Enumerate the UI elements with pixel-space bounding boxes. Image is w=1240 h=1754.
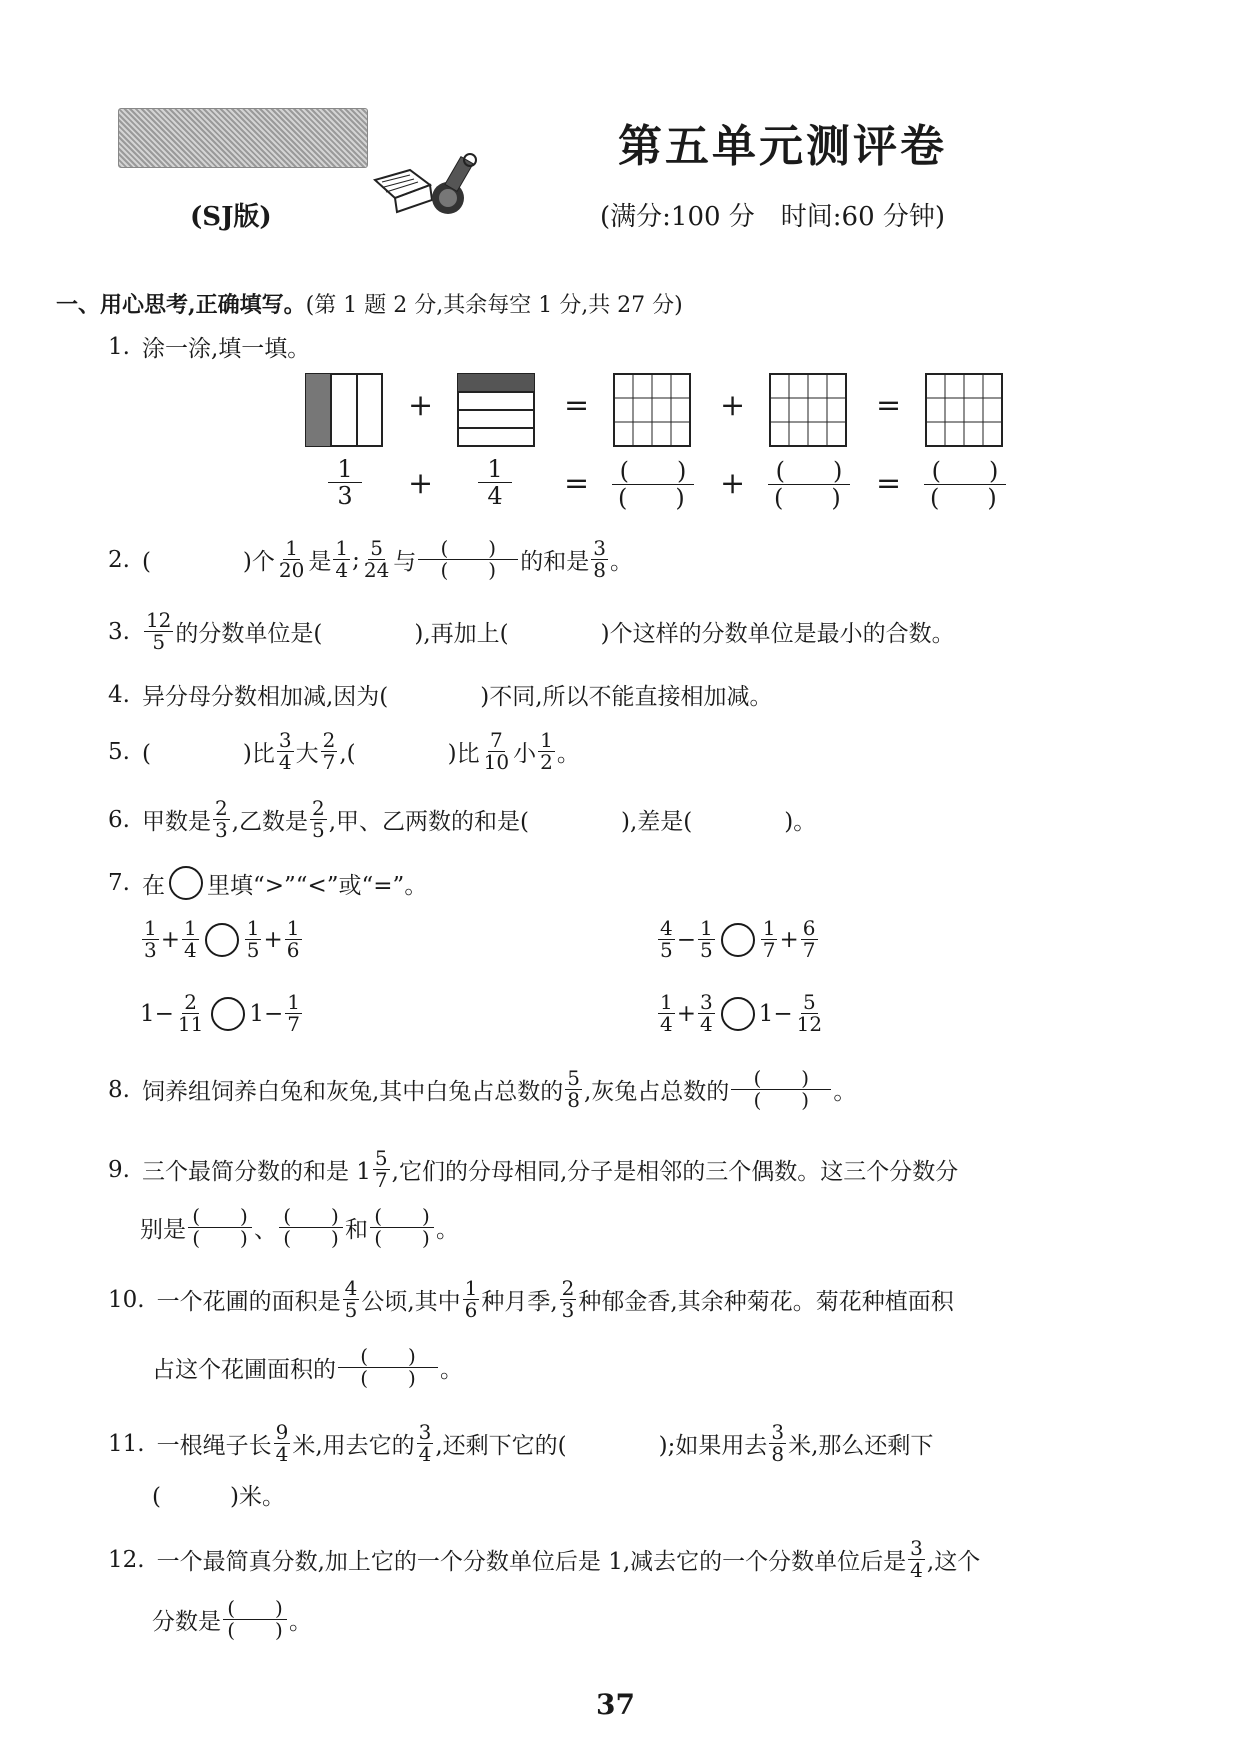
comparison-c [140,992,304,1035]
question-11 [108,1422,933,1465]
equals-sign: = [564,466,590,501]
question-text: 种月季, [481,1289,558,1315]
fraction [176,992,205,1035]
comparison-a [140,918,304,961]
denominator-blank: ( ) [440,558,497,582]
question-1 [108,330,310,363]
denominator: 7 [322,750,336,774]
denominator: 4 [335,558,349,582]
question-9-continued [140,1206,459,1249]
fraction [362,538,391,581]
answer-blank-fraction[interactable] [731,1068,831,1111]
denominator: 3 [214,818,228,842]
numerator: 2 [561,1276,575,1300]
plus-sign: + [720,466,746,501]
answer-blank-fraction[interactable] [418,538,518,581]
question-number: 4. [108,681,130,708]
question-number: 7. [108,870,130,896]
denominator: 5 [344,1298,358,1322]
denominator: 7 [374,1168,388,1192]
numerator: 1 [540,728,553,752]
numerator: 3 [593,536,607,560]
denominator: 4 [184,938,197,962]
question-text: 饲养组饲养白兔和灰兔,其中白兔占总数的 [141,1079,564,1105]
fraction [908,1538,925,1581]
question-text: ,还剩下它的( );如果用去 [435,1433,768,1459]
question-text: ,灰兔占总数的 [584,1079,730,1105]
numerator: 1 [144,916,157,940]
question-text: ,它们的分母相同,分子是相邻的三个偶数。这三个分数分 [391,1159,959,1185]
operator: + [160,926,181,953]
denominator-blank: ( ) [283,1226,339,1250]
fraction [343,1278,360,1321]
question-number: 6. [108,806,130,833]
fraction [245,918,262,961]
question-text: 是 [308,549,332,575]
denominator: 11 [177,1012,204,1036]
numerator: 1 [184,916,197,940]
question-12 [108,1538,980,1581]
denominator: 20 [278,558,305,582]
numerator: 2 [184,990,197,1014]
denominator: 3 [337,482,353,511]
numerator-blank: ( ) [338,1346,438,1368]
numerator-blank: ( ) [768,458,850,485]
denominator: 8 [567,1088,580,1112]
numerator: 1 [286,916,300,940]
question-number: 3. [108,618,130,645]
fraction [417,1422,434,1465]
answer-blank-fraction[interactable] [223,1598,287,1641]
fraction [213,798,230,841]
numerator: 1 [464,1276,478,1300]
numerator-blank: ( ) [188,1206,252,1228]
section-heading [56,288,683,319]
denominator: 5 [700,938,713,962]
denominator: 4 [910,1558,923,1582]
fraction [761,918,778,961]
numerator: 9 [275,1420,289,1444]
numerator: 1 [285,536,298,560]
page-number: 37 [596,1688,635,1721]
denominator: 24 [363,558,390,582]
operator: + [676,1000,697,1027]
fraction [698,918,715,961]
circle-blank[interactable] [721,923,755,957]
denominator: 5 [246,938,260,962]
fraction [142,918,159,961]
denominator: 4 [700,1012,713,1036]
fraction [373,1148,390,1191]
fraction [565,1068,582,1111]
denominator: 4 [418,1442,432,1466]
numerator: 3 [910,1536,923,1560]
comparison-d [656,992,826,1035]
numerator: 5 [567,1066,580,1090]
section-heading-title: 一、用心思考,正确填写。 [56,292,306,318]
denominator-blank: ( ) [753,1088,810,1112]
question-text: 。 [436,1217,459,1243]
numerator: 1 [660,990,673,1014]
question-number: 2. [108,546,130,573]
numerator-blank: ( ) [223,1598,287,1620]
question-10-continued [152,1346,463,1389]
question-text: 的和是 [520,549,590,575]
fraction [274,1422,291,1465]
denominator: 4 [660,1012,673,1036]
numerator: 3 [700,990,713,1014]
fraction [144,610,173,653]
fraction [658,992,675,1035]
question-9 [108,1148,958,1191]
question-number: 9. [108,1156,130,1183]
question-number: 5. [108,738,130,765]
question-2 [108,538,633,581]
answer-blank-fraction[interactable] [279,1206,343,1249]
denominator: 4 [278,750,292,774]
question-text: ( )个 [141,549,275,575]
operator: − [676,926,697,953]
numerator: 5 [370,536,383,560]
question-text: 。 [610,549,634,575]
numerator: 2 [322,728,336,752]
fraction [321,730,338,773]
answer-blank-fraction[interactable] [188,1206,252,1249]
numerator: 1 [335,536,349,560]
page-title: 第五单元测评卷 [618,121,947,172]
fraction [277,730,294,773]
fraction [769,1422,786,1465]
numerator: 4 [660,916,673,940]
numerator: 3 [418,1420,432,1444]
numerator-blank: ( ) [418,538,518,560]
fraction [182,918,199,961]
denominator: 5 [312,818,325,842]
operator: + [779,926,799,953]
question-text: ,甲、乙两数的和是( ),差是( )。 [328,809,817,835]
fraction [795,992,824,1035]
operator: 1− [249,1000,284,1027]
operator: 1− [140,1000,174,1027]
operator: + [263,926,283,953]
denominator: 3 [561,1298,575,1322]
numerator: 3 [771,1420,785,1444]
denominator-blank: ( ) [192,1226,248,1250]
denominator: 4 [487,482,503,511]
numerator: 1 [287,990,300,1014]
grid-thirds [306,374,382,446]
denominator-blank: ( ) [774,484,841,513]
numerator: 1 [700,916,713,940]
denominator: 5 [660,938,673,962]
denominator-blank: ( ) [930,484,997,513]
denominator: 4 [275,1442,289,1466]
question-text: 一个花圃的面积是 [156,1289,341,1315]
fraction [310,798,327,841]
circle-blank[interactable] [211,997,245,1031]
denominator-blank: ( ) [618,484,685,513]
comparison-b [656,918,820,961]
numerator: 2 [312,796,325,820]
fraction-one-quarter [478,456,512,510]
question-5 [108,730,580,773]
equals-sign: = [876,466,902,501]
question-11-continued [152,1478,285,1511]
question-text: 异分母分数相加减,因为( )不同,所以不能直接相加减。 [141,684,773,710]
fraction [463,1278,480,1321]
numerator: 4 [344,1276,358,1300]
denominator: 8 [771,1442,785,1466]
denominator-blank: ( ) [227,1618,283,1642]
section-heading-note: (第 1 题 2 分,其余每空 1 分,共 27 分) [305,293,683,318]
denominator-blank: ( ) [374,1226,430,1250]
question-text: 。 [289,1609,312,1635]
numerator: 1 [246,916,260,940]
question-text: 的分数单位是( ),再加上( )个这样的分数单位是最小的合数。 [175,621,955,647]
grid-quarters [458,374,534,446]
question-text: 甲数是 [141,809,211,835]
question-text: 一个最简真分数,加上它的一个分数单位后是 1,减去它的一个分数单位后是 [156,1549,907,1575]
question-text: 。 [833,1079,857,1105]
plus-sign: + [408,466,434,501]
numerator: 5 [803,990,816,1014]
question-text: 小 [513,741,537,767]
question-text: 公顷,其中 [361,1289,461,1315]
answer-blank-fraction[interactable] [612,458,694,512]
question-text: ,这个 [926,1549,981,1575]
denominator: 8 [593,558,607,582]
fraction [538,730,555,773]
fraction [658,918,675,961]
circle-blank[interactable] [205,923,239,957]
numerator: 12 [145,608,172,632]
question-text: 米,用去它的 [292,1433,415,1459]
question-text: 别是 [140,1217,186,1243]
question-10 [108,1278,954,1321]
question-text: ( )米。 [152,1484,285,1510]
plus-sign: + [720,388,746,423]
numerator: 6 [802,916,816,940]
question-text: 和 [345,1217,368,1243]
denominator: 3 [144,938,157,962]
question-text: 里填“>”“<”或“=”。 [206,872,428,899]
numerator: 1 [762,916,776,940]
denominator: 7 [802,938,816,962]
question-text: ,( )比 [339,741,480,767]
fraction [333,538,350,581]
fraction [591,538,608,581]
question-text: 占这个花圃面积的 [152,1357,336,1383]
page-subtitle: (满分:100 分 时间:60 分钟) [600,202,946,232]
denominator: 7 [287,1012,300,1036]
numerator: 7 [490,728,503,752]
book-magnifier-icon [370,150,490,234]
question-3 [108,610,955,653]
question-text: 。 [440,1357,463,1383]
fraction-one-third [328,456,362,510]
operator: 1− [758,1000,793,1027]
equals-sign: = [876,388,902,423]
denominator: 12 [796,1012,823,1036]
question-text: 米,那么还剩下 [788,1433,934,1459]
question-number: 11. [108,1430,145,1457]
fraction [285,992,302,1035]
denominator: 2 [540,750,553,774]
denominator-blank: ( ) [360,1366,416,1390]
denominator: 7 [762,938,776,962]
question-7 [108,866,427,900]
question-number: 1. [108,333,130,360]
numerator-blank: ( ) [279,1206,343,1228]
question-text: ,乙数是 [231,809,308,835]
question-text: ; [352,546,360,573]
edition-label: (SJ版) [190,202,272,232]
fraction [285,918,302,961]
question-12-continued [152,1598,312,1641]
fraction [560,1278,577,1321]
grid-twelfths-1 [614,374,690,446]
answer-blank-fraction[interactable] [768,458,850,512]
circle-blank[interactable] [169,866,203,900]
equals-sign: = [564,388,590,423]
denominator: 5 [152,630,166,654]
grid-twelfths-3 [926,374,1002,446]
numerator: 5 [374,1146,388,1170]
denominator: 10 [483,750,510,774]
numerator: 3 [278,728,292,752]
question-4 [108,678,773,711]
question-number: 12. [108,1546,145,1573]
plus-sign: + [408,388,434,423]
numerator-blank: ( ) [612,458,694,485]
circle-blank[interactable] [721,997,755,1031]
question-number: 8. [108,1076,130,1103]
denominator: 6 [464,1298,478,1322]
numerator-blank: ( ) [731,1068,831,1090]
question-text: 、 [254,1217,277,1243]
answer-blank-fraction[interactable] [370,1206,434,1249]
series-badge [118,108,368,168]
denominator: 6 [286,938,300,962]
question-text: ( )比 [141,741,275,767]
question-text: 。 [556,741,580,767]
numerator-blank: ( ) [924,458,1006,485]
question-text: 一根绳子长 [156,1433,272,1459]
numerator: 1 [478,456,512,483]
question-8 [108,1068,856,1111]
fraction [482,730,511,773]
answer-blank-fraction[interactable] [924,458,1006,512]
grid-twelfths-2 [770,374,846,446]
question-6 [108,798,816,841]
question-number: 10. [108,1286,145,1313]
question-text: 涂一涂,填一填。 [141,336,311,362]
question-text: 三个最简分数的和是 1 [141,1159,371,1185]
question-text: 与 [393,549,417,575]
question-text: 分数是 [152,1609,221,1635]
question-text: 在 [141,872,165,899]
fraction [801,918,818,961]
question-text: 大 [295,741,319,767]
fraction [277,538,306,581]
answer-blank-fraction[interactable] [338,1346,438,1389]
numerator-blank: ( ) [370,1206,434,1228]
fraction [698,992,715,1035]
numerator: 2 [214,796,228,820]
question-text: 种郁金香,其余种菊花。菊花种植面积 [578,1289,954,1315]
numerator: 1 [328,456,362,483]
